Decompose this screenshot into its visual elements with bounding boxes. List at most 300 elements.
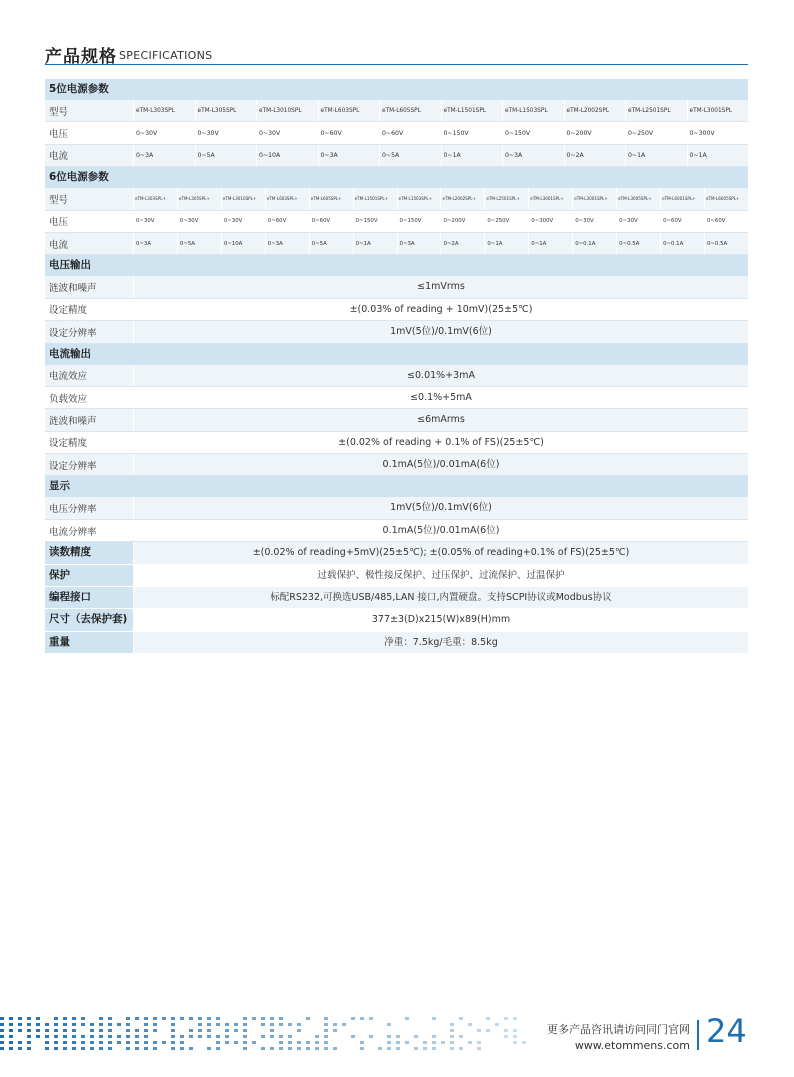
footer-dot	[315, 1035, 319, 1038]
footer-dot	[63, 1029, 67, 1032]
spec-row-protection	[45, 565, 748, 587]
footer-dot	[171, 1047, 175, 1050]
footer-dot	[306, 1047, 310, 1050]
footer-dot	[72, 1017, 76, 1020]
footer-dot	[225, 1029, 229, 1032]
footer-dot	[126, 1023, 130, 1026]
footer-dot	[423, 1047, 427, 1050]
spec-row-dimensions	[45, 609, 748, 631]
footer-divider	[697, 1020, 699, 1050]
current-cell: 0~1A	[528, 233, 572, 254]
footer-dot	[261, 1047, 265, 1050]
footer-dot	[99, 1029, 103, 1032]
model-cell: eTM-L3001SPL+	[572, 188, 616, 209]
current-cell: 0~0.1A	[572, 233, 616, 254]
footer-dot	[54, 1035, 58, 1038]
row-label: 涟波和噪声	[49, 283, 97, 295]
footer-dot	[63, 1041, 67, 1044]
footer-dot	[306, 1017, 310, 1020]
row-label: 电流	[49, 151, 69, 163]
footer-dot	[252, 1017, 256, 1020]
footer-dot	[18, 1047, 22, 1050]
row-label: 负载效应	[49, 393, 88, 405]
footer-dot	[9, 1023, 13, 1026]
spec-row	[45, 454, 748, 476]
footer-dot	[243, 1017, 247, 1020]
row-label: 型号	[49, 106, 69, 118]
six-current-cells	[133, 233, 748, 254]
row-value: ±(0.02% of reading+5mV)(25±5℃); ±(0.05% of reading+0.1% of FS)(25±5℃)	[133, 542, 748, 563]
footer-dot	[153, 1017, 157, 1020]
footer-dot	[504, 1029, 508, 1032]
footer-dot	[0, 1029, 4, 1032]
row-label: 编程接口	[45, 587, 133, 608]
footer-dot	[126, 1035, 130, 1038]
row-value: ≤6mArms	[133, 409, 748, 430]
footer-dot	[135, 1029, 139, 1032]
footer-dot	[225, 1041, 229, 1044]
spec-row-reading-accuracy	[45, 542, 748, 564]
model-cell: eTM-L3010SPL+	[221, 188, 265, 209]
footer-dot	[108, 1047, 112, 1050]
footer-dot	[432, 1035, 436, 1038]
footer-dot	[252, 1041, 256, 1044]
footer-dot	[0, 1041, 4, 1044]
footer-dot	[486, 1029, 490, 1032]
voltage-cell: 0~200V	[440, 211, 484, 232]
footer-dot	[216, 1047, 220, 1050]
model-cell: eTM-L3001SPL	[687, 100, 749, 121]
footer-dot	[144, 1023, 148, 1026]
section-five-digit: 5位电源参数	[45, 79, 748, 100]
footer-dot	[27, 1029, 31, 1032]
footer-dot	[297, 1047, 301, 1050]
footer-dot	[351, 1017, 355, 1020]
footer-dot	[144, 1035, 148, 1038]
footer-dot	[54, 1029, 58, 1032]
footer-dot	[99, 1041, 103, 1044]
voltage-cell: 0~300V	[687, 122, 749, 143]
footer-dot	[117, 1035, 121, 1038]
voltage-cell: 0~60V	[379, 122, 441, 143]
voltage-cell: 0~30V	[177, 211, 221, 232]
row-value: 377±3(D)x215(W)x89(H)mm	[133, 609, 748, 630]
footer-dot	[126, 1047, 130, 1050]
footer-dot	[234, 1041, 238, 1044]
voltage-cell: 0~30V	[195, 122, 257, 143]
footer-dot	[153, 1047, 157, 1050]
section-display: 显示	[45, 476, 748, 497]
footer-dot	[513, 1041, 517, 1044]
current-cell: 0~3A	[318, 145, 380, 166]
section-voltage-output: 电压输出	[45, 255, 748, 276]
model-cell: eTM-L6001SPL+	[660, 188, 704, 209]
model-cell: eTM-L605SPL+	[309, 188, 353, 209]
footer-dot-pattern	[0, 1017, 540, 1053]
footer-dot	[243, 1023, 247, 1026]
row-label: 保护	[45, 565, 133, 586]
footer-dot	[18, 1023, 22, 1026]
footer-dot	[45, 1029, 49, 1032]
footer-dot	[27, 1017, 31, 1020]
footer-dot	[459, 1035, 463, 1038]
footer-dot	[27, 1035, 31, 1038]
current-cell: 0~1A	[625, 145, 687, 166]
row-label: 设定精度	[49, 438, 88, 450]
footer-dot	[36, 1029, 40, 1032]
footer-dot	[351, 1035, 355, 1038]
footer-dot	[108, 1023, 112, 1026]
row-value: 过载保护、极性接反保护、过压保护、过流保护、过温保护	[133, 565, 748, 586]
footer-dot	[279, 1023, 283, 1026]
footer-dot	[432, 1047, 436, 1050]
footer-dot	[234, 1023, 238, 1026]
footer-dot	[81, 1047, 85, 1050]
row-label: 重量	[45, 632, 133, 653]
footer-dot	[513, 1017, 517, 1020]
current-cell: 0~0.5A	[616, 233, 660, 254]
footer-dot	[108, 1041, 112, 1044]
row-value: 净重：7.5kg/毛重：8.5kg	[133, 632, 748, 653]
footer-dot	[504, 1035, 508, 1038]
model-cell: eTM-L1503SPL+	[397, 188, 441, 209]
footer-dot	[63, 1017, 67, 1020]
footer-dot	[54, 1047, 58, 1050]
footer-dot	[324, 1047, 328, 1050]
row-label: 设定分辨率	[49, 460, 97, 472]
footer-dot	[153, 1029, 157, 1032]
footer-dot	[279, 1047, 283, 1050]
six-voltage-cells	[133, 211, 748, 232]
footer-dot	[126, 1041, 130, 1044]
current-cell: 0~10A	[221, 233, 265, 254]
footer-dot	[27, 1023, 31, 1026]
voltage-cell: 0~300V	[528, 211, 572, 232]
footer-dot	[405, 1017, 409, 1020]
footer-dot	[198, 1017, 202, 1020]
six-current-row	[45, 233, 748, 255]
footer-dot	[18, 1041, 22, 1044]
footer-dot	[162, 1041, 166, 1044]
model-cell: eTM-L303SPL	[133, 100, 195, 121]
footer-dot	[414, 1047, 418, 1050]
footer-dot	[459, 1017, 463, 1020]
footer-dot	[81, 1017, 85, 1020]
footer-website: www.etommens.com	[574, 1039, 690, 1052]
footer-dot	[333, 1029, 337, 1032]
footer-dot	[108, 1017, 112, 1020]
footer-dot	[333, 1023, 337, 1026]
footer-dot	[135, 1041, 139, 1044]
footer-dot	[270, 1017, 274, 1020]
footer-dot	[378, 1047, 382, 1050]
footer-dot	[90, 1029, 94, 1032]
footer-dot	[126, 1029, 130, 1032]
footer-dot	[18, 1017, 22, 1020]
current-cell: 0~0.1A	[660, 233, 704, 254]
footer-dot	[414, 1035, 418, 1038]
footer-dot	[189, 1029, 193, 1032]
footer-dot	[207, 1023, 211, 1026]
footer-dot	[468, 1041, 472, 1044]
footer-dot	[198, 1023, 202, 1026]
footer-dot	[54, 1017, 58, 1020]
six-model-row	[45, 188, 748, 210]
footer-dot	[135, 1035, 139, 1038]
footer-dot	[90, 1041, 94, 1044]
footer-dot	[522, 1041, 526, 1044]
row-label: 电流分辨率	[49, 526, 97, 538]
footer-dot	[450, 1029, 454, 1032]
footer-dot	[162, 1017, 166, 1020]
footer-dot	[279, 1041, 283, 1044]
current-cell: 0~2A	[564, 145, 626, 166]
footer-dot	[396, 1047, 400, 1050]
spec-row	[45, 520, 748, 542]
footer-dot	[63, 1023, 67, 1026]
footer-dot	[387, 1047, 391, 1050]
page-subtitle: SPECIFICATIONS	[119, 49, 213, 62]
voltage-cell: 0~60V	[704, 211, 748, 232]
voltage-cell: 0~150V	[353, 211, 397, 232]
footer-dot	[297, 1023, 301, 1026]
spec-row	[45, 299, 748, 321]
footer-dot	[72, 1029, 76, 1032]
footer-dot	[342, 1023, 346, 1026]
row-value: 0.1mA(5位)/0.01mA(6位)	[133, 454, 748, 475]
spec-row	[45, 365, 748, 387]
footer-dot	[0, 1047, 4, 1050]
footer-dot	[27, 1047, 31, 1050]
page-header	[45, 40, 748, 65]
spec-row	[45, 497, 748, 519]
footer-dot	[9, 1047, 13, 1050]
footer-dot	[396, 1041, 400, 1044]
footer-dot	[216, 1035, 220, 1038]
footer-dot	[513, 1035, 517, 1038]
footer-dot	[108, 1029, 112, 1032]
footer-dot	[207, 1029, 211, 1032]
spec-table	[45, 79, 748, 654]
footer-dot	[207, 1047, 211, 1050]
footer-dot	[45, 1041, 49, 1044]
footer-dot	[27, 1041, 31, 1044]
footer-dot	[432, 1017, 436, 1020]
footer-dot	[99, 1017, 103, 1020]
voltage-cell: 0~60V	[660, 211, 704, 232]
footer-dot	[45, 1047, 49, 1050]
model-cell: eTM-L1501SPL+	[353, 188, 397, 209]
footer-dot	[171, 1035, 175, 1038]
footer-dot	[270, 1035, 274, 1038]
footer-dot	[396, 1035, 400, 1038]
footer-dot	[324, 1041, 328, 1044]
footer-dot	[0, 1017, 4, 1020]
footer-dot	[387, 1023, 391, 1026]
footer-dot	[216, 1017, 220, 1020]
page-title: 产品规格	[45, 47, 117, 67]
footer-dot	[180, 1041, 184, 1044]
footer-dot	[9, 1041, 13, 1044]
footer-dot	[189, 1017, 193, 1020]
section-six-digit: 6位电源参数	[45, 167, 748, 188]
row-label: 设定分辨率	[49, 327, 97, 339]
row-label: 电流	[49, 239, 69, 251]
footer-dot	[198, 1035, 202, 1038]
footer-dot	[216, 1023, 220, 1026]
footer-dot	[405, 1041, 409, 1044]
footer-dot	[9, 1017, 13, 1020]
footer-dot	[54, 1041, 58, 1044]
footer-dot	[135, 1047, 139, 1050]
voltage-cell: 0~30V	[572, 211, 616, 232]
current-cell: 0~5A	[379, 145, 441, 166]
footer-dot	[72, 1041, 76, 1044]
model-cell: eTM-L1501SPL	[441, 100, 503, 121]
five-current-row	[45, 145, 748, 167]
footer-dot	[288, 1035, 292, 1038]
six-voltage-row	[45, 211, 748, 233]
five-model-row	[45, 100, 748, 122]
footer-dot	[153, 1023, 157, 1026]
voltage-cell: 0~30V	[256, 122, 318, 143]
footer-text	[547, 1021, 690, 1052]
voltage-cell: 0~60V	[309, 211, 353, 232]
footer-dot	[270, 1047, 274, 1050]
footer-dot	[216, 1041, 220, 1044]
row-label: 电压分辨率	[49, 504, 97, 516]
footer-dot	[459, 1047, 463, 1050]
row-label: 电压	[49, 217, 69, 229]
footer-dot	[144, 1041, 148, 1044]
spec-row-weight	[45, 632, 748, 654]
current-cell: 0~3A	[133, 145, 195, 166]
current-cell: 0~3A	[265, 233, 309, 254]
footer-dot	[243, 1029, 247, 1032]
model-cell: eTM-L3001SPL+	[528, 188, 572, 209]
footer-dot	[54, 1023, 58, 1026]
spec-row	[45, 276, 748, 298]
footer-dot	[450, 1041, 454, 1044]
footer-dot	[36, 1023, 40, 1026]
footer-dot	[72, 1035, 76, 1038]
footer-dot	[324, 1023, 328, 1026]
row-label: 尺寸（去保护套)	[45, 609, 133, 630]
footer-dot	[324, 1035, 328, 1038]
footer-dot	[171, 1017, 175, 1020]
current-cell: 0~1A	[353, 233, 397, 254]
voltage-cell: 0~150V	[397, 211, 441, 232]
voltage-cell: 0~250V	[484, 211, 528, 232]
footer-dot	[189, 1047, 193, 1050]
footer-dot	[243, 1041, 247, 1044]
current-cell: 0~3A	[133, 233, 177, 254]
footer-dot	[450, 1047, 454, 1050]
footer-dot	[99, 1035, 103, 1038]
row-value: ±(0.03% of reading + 10mV)(25±5℃)	[133, 299, 748, 320]
footer-dot	[360, 1041, 364, 1044]
footer-dot	[297, 1041, 301, 1044]
footer-dot	[333, 1047, 337, 1050]
footer-dot	[261, 1017, 265, 1020]
footer-dot	[468, 1023, 472, 1026]
row-label: 电流效应	[49, 371, 88, 383]
footer-dot	[81, 1041, 85, 1044]
voltage-cell: 0~60V	[318, 122, 380, 143]
footer-dot	[495, 1023, 499, 1026]
footer-dot	[72, 1047, 76, 1050]
footer-dot	[288, 1047, 292, 1050]
footer-dot	[0, 1035, 4, 1038]
footer-dot	[135, 1017, 139, 1020]
row-label: 型号	[49, 194, 69, 206]
footer-dot	[369, 1035, 373, 1038]
row-value: ≤0.1%+5mA	[133, 387, 748, 408]
footer-dot	[243, 1035, 247, 1038]
model-cell: eTM-L603SPL+	[265, 188, 309, 209]
footer-dot	[234, 1029, 238, 1032]
footer-dot	[279, 1017, 283, 1020]
model-cell: eTM-L2002SPL+	[440, 188, 484, 209]
model-cell: eTM-L605SPL	[379, 100, 441, 121]
footer-dot	[243, 1047, 247, 1050]
model-cell: eTM-L3005SPL+	[616, 188, 660, 209]
footer-dot	[198, 1029, 202, 1032]
voltage-cell: 0~150V	[502, 122, 564, 143]
footer-dot	[450, 1035, 454, 1038]
footer-dot	[360, 1047, 364, 1050]
voltage-cell: 0~30V	[221, 211, 265, 232]
footer-dot	[81, 1035, 85, 1038]
footer-dot	[171, 1041, 175, 1044]
voltage-cell: 0~30V	[616, 211, 660, 232]
current-cell: 0~10A	[256, 145, 318, 166]
footer-dot	[99, 1047, 103, 1050]
footer-dot	[45, 1035, 49, 1038]
footer-dot	[63, 1035, 67, 1038]
footer-dot	[189, 1035, 193, 1038]
footer-dot	[261, 1035, 265, 1038]
footer-dot	[360, 1017, 364, 1020]
current-cell: 0~0.5A	[704, 233, 748, 254]
footer-dot	[513, 1029, 517, 1032]
spec-row	[45, 409, 748, 431]
five-model-cells	[133, 100, 748, 121]
footer-dot	[288, 1041, 292, 1044]
footer-dot	[144, 1029, 148, 1032]
current-cell: 0~3A	[397, 233, 441, 254]
footer-dot	[63, 1047, 67, 1050]
row-value: 1mV(5位)/0.1mV(6位)	[133, 321, 748, 342]
spec-row-interface	[45, 587, 748, 609]
five-voltage-cells	[133, 122, 748, 143]
footer-dot	[108, 1035, 112, 1038]
current-cell: 0~1A	[441, 145, 503, 166]
footer-dot	[9, 1035, 13, 1038]
current-cell: 0~1A	[687, 145, 749, 166]
footer-dot	[90, 1023, 94, 1026]
model-cell: eTM-L305SPL+	[177, 188, 221, 209]
footer-dot	[207, 1017, 211, 1020]
current-cell: 0~1A	[484, 233, 528, 254]
row-label: 涟波和噪声	[49, 415, 97, 427]
footer-dot	[90, 1035, 94, 1038]
footer-dot	[486, 1017, 490, 1020]
footer-dot	[90, 1047, 94, 1050]
footer-dot	[153, 1041, 157, 1044]
five-voltage-row	[45, 122, 748, 144]
row-value: ±(0.02% of reading + 0.1% of FS)(25±5℃)	[133, 432, 748, 453]
